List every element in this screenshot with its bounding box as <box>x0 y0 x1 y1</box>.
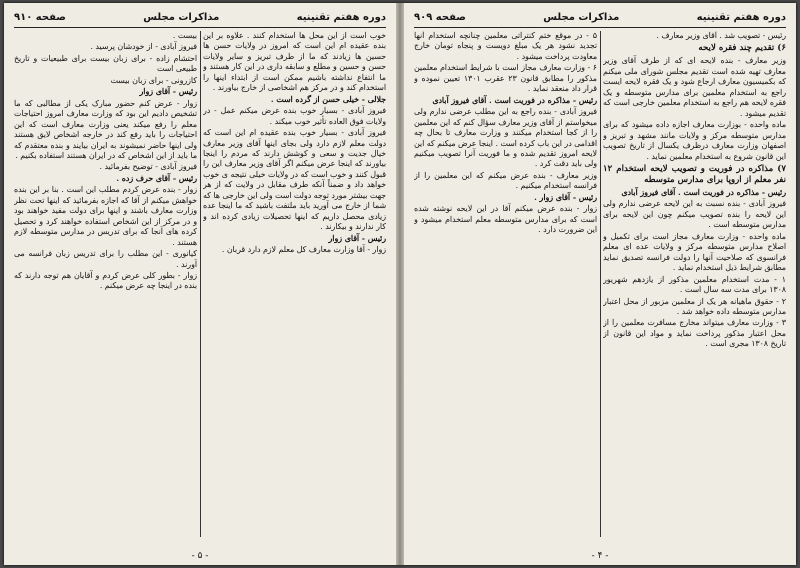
paragraph: ۲ - حقوق ماهیانه هر یک از معلمین مزبور از محل اعتبار مدارس متوسطه داده خواهد شد . <box>603 296 786 316</box>
right-page-header <box>414 9 786 25</box>
paragraph: رئیس - مذاکره در فوریت است . آقای فیروز آبادی <box>621 187 786 197</box>
right-page-left-column <box>414 31 597 537</box>
paragraph: بیست . <box>172 31 197 40</box>
right-header-page: صفحه ۹۰۹ <box>414 11 466 23</box>
paragraph: ۱ - مدت استخدام معلمین مذکور از یازدهم شهریور ۱۳۰۸ برای مدت سه سال است . <box>603 274 786 295</box>
paragraph: زوار - عرض کنم حضور مبارک یکی از مطالبی که ما تشخیص دادیم این بود که وزارت معارف امروز احتیاجات معلم را رفع میکند یعنی وزارت معارف است که این احتیاجات را باید رفع کند در خارجه اشخاص لایق هستند ولی اینها حاضر نمیشوند به ایران بیایند و بنده معتقدم که ما باید از این اشخاص که در ایران هستند استفاده بکنیم . <box>14 98 197 160</box>
left-column-divider <box>200 31 201 537</box>
book-spread <box>4 3 796 565</box>
paragraph: رئیس - آقای زوار . <box>534 192 597 202</box>
paragraph: ۶ - وزارت معارف مجاز است با شرایط استخدام معلمین مذکور را مطابق قانون ۲۳ عقرب ۱۳۰۱ تعیین نموده و قرار داد منعقد نماید . <box>414 63 597 94</box>
paragraph: زوار - بطور کلی عرض کردم و آقایان هم توجه دارند که بنده در اینجا چه عرض میکنم . <box>14 270 197 291</box>
paragraph: فیروز آبادی - بسیار خوب بنده عرض میکنم عمل - در ولایات فوق العاده تأثیر خوب میکند . <box>203 106 386 126</box>
paragraph: خوب است از این محل ها استخدام کنند . علاوه بر این بنده عقیده ام این است که امروز در ولایات حسن ها حسین ها زیادند که ما از طرف تبریز و سایر ولایات حسن و حسین و مطلع و سابقه داری در این کار هستند و ما انتفاع نداشته باشیم ممکن است از ابتداء اینها را استخدام کند و در مرکز هم اشخاصی از خارج بیاورند . <box>203 31 386 93</box>
paragraph: فیروز آبادی - توضیح بفرمائید . <box>99 162 197 172</box>
left-page <box>4 3 396 565</box>
right-column-divider <box>600 31 601 537</box>
left-page-right-column <box>203 31 386 537</box>
section-heading: ۶) تقدیم چند فقره لایحه <box>698 43 786 54</box>
left-page-left-column <box>14 31 197 537</box>
left-header-page: صفحه ۹۱۰ <box>14 11 66 23</box>
paragraph: زوار - آقا وزارت معارف کل معلم لازم دارد قربان . <box>221 245 386 255</box>
paragraph: فیروز آبادی - از خودشان پرسید . <box>90 42 197 52</box>
right-header-rule <box>414 27 786 28</box>
right-page <box>404 3 796 565</box>
book-gutter <box>396 3 404 565</box>
paragraph: ماده واحده - بوزارت معارف اجازه داده میشود که برای مدارس متوسطه مرکز و ولایات مانند مشهد و تبریز و اصفهان وزارت معارف درظرف یکسال از تاریخ تصویب این قانون شروع به استخدام معلمین نماید . <box>603 120 786 161</box>
right-page-right-column <box>603 31 786 537</box>
right-page-number: - ۴ - <box>591 551 609 561</box>
paragraph: رئیس - تصویب شد . آقای وزیر معارف . <box>656 31 786 40</box>
paragraph: رئیس - آقای زوار <box>139 87 197 97</box>
left-header-rule <box>14 27 386 28</box>
paragraph: رئیس - آقای زوار <box>328 233 386 243</box>
left-page-header <box>14 9 386 25</box>
paragraph: رئیس - آقای حرف زده . <box>116 173 197 183</box>
paragraph: ماده واحده - وزارت معارف مجاز است برای تکمیل و اصلاح مدارس متوسطه مرکز و ولایات عده ای معلم فرانسوی که صلاحیت آنها را دولت فرانسه تصدیق نماید مطابق شرایط ذیل استخدام نماید . <box>603 231 786 273</box>
paragraph: فیروز آبادی - بسیار خوب بنده عقیده ام این است که دولت معلم لازم دارد ولی بجای اینها آقای وزیر معارف خیال جدیت و سعی و کوشش دارند که مردم را اینجا بیاورند که اینجا عرض میکنم اگر آقای وزیر معارف این را قبول کنند و خوب است که در ولایات خیلی نتیجه ی خوب خواهد داد و ضمناً آنکه طرف مقابل در ولایت که از هر جهت بیشتر مورد توجه دولت است ولی این خارجی ها که شما از خارج می آورید باید ملتفت باشید که ما اینجا عده زیادی محصل داریم که اینها تحصیلات زیادی کرده اند و کار ندارند و بیکارند . <box>203 128 386 232</box>
paragraph: ۵ - در موقع ختم کنتراتی معلمین چنانچه استخدام آنها تجدید نشود هر یک مبلغ دویست و پنجاه تومان خارج معاودت پرداخت میشود . <box>414 31 597 61</box>
left-header-title: مذاکرات مجلس <box>143 11 220 23</box>
paragraph: کازرونی - برای زبان بیست <box>110 75 197 85</box>
paragraph: وزیر معارف - بنده لایحه ای که از طرف آقای وزیر معارف تهیه شده است تقدیم مجلس شورای ملی میکنم که بکمیسیون معارف ارجاع شود و یک فقره لایحه ایست راجع به استخدام معلمین برای مدارس متوسطه و یک فقره لایحه هم راجع به استخدام معلمین خارجی است که تقدیم میشود . <box>603 56 786 118</box>
paragraph: رئیس - مذاکره در فوریت است . آقای فیروز آبادی <box>432 95 597 105</box>
paragraph: زوار - بنده عرض میکنم آقا در این لایحه نوشته شده است که برای مدارس متوسطه معلم استخدام میشود و این ضرورت دارد . <box>414 204 597 235</box>
paragraph: کیانوری - این مطلب را برای تدریس زبان فرانسه می آورند . <box>14 249 197 269</box>
right-header-title: مذاکرات مجلس <box>543 11 620 23</box>
paragraph: وزیر معارف - بنده عرض میکنم که این معلمین را از فرانسه استخدام میکنیم . <box>414 170 597 191</box>
paragraph: جلالی - خیلی حسن از گرده است . <box>270 94 386 104</box>
right-header-session: دوره هفتم تقنینیه <box>696 11 786 23</box>
left-page-number: - ۵ - <box>191 551 209 561</box>
paragraph: ۳ - وزارت معارف میتواند مخارج مسافرت معلمین را از محل اعتبار مذکور پرداخت نماید و مواد این قانون از تاریخ ۱۳۰۸ مجری است . <box>603 318 786 349</box>
paragraph: زوار - بنده عرض کردم مطلب این است . بنا بر این بنده خواهش میکنم از آقا که اجازه بفرمائید که اینها تحت نظر وزارت معارف باشند و اینها برای دولت مفید خواهند بود و در مرکز از این اشخاص استفاده خواهند کرد و تحصیل کرده های آنجا که برای تدریس در مدارس متوسطه لازم هستند . <box>14 185 197 247</box>
section-heading: ۷) مذاکره در فوریت و تصویب لایحه استخدام ۱۲ نفر معلم از اروپا برای مدارس متوسطه <box>603 163 786 185</box>
paragraph: فیروز آبادی - بنده نسبت به این لایحه عرضی ندارم ولی این لایحه را بنده تصویب میکنم چون این لایحه برای مدارس متوسطه است . <box>603 199 786 230</box>
paragraph: فیروز آبادی - بنده راجع به این مطلب عرضی ندارم ولی میخواستم از آقای وزیر معارف سؤال کنم که این معلمین را از کجا استخدام میکنند و وزارت معارف تا بحال چه اقدامی در این باب کرده است . اینجا عرض میکنم که این لایحه امروز تقدیم شده و ما فوریت آنرا تصویب میکنیم ولی باید دقت کرد . <box>414 107 597 169</box>
left-header-session: دوره هفتم تقنینیه <box>296 11 386 23</box>
paragraph: احتشام زاده - برای زبان بیست برای طبیعیات و تاریخ طبیعی است <box>14 53 197 74</box>
